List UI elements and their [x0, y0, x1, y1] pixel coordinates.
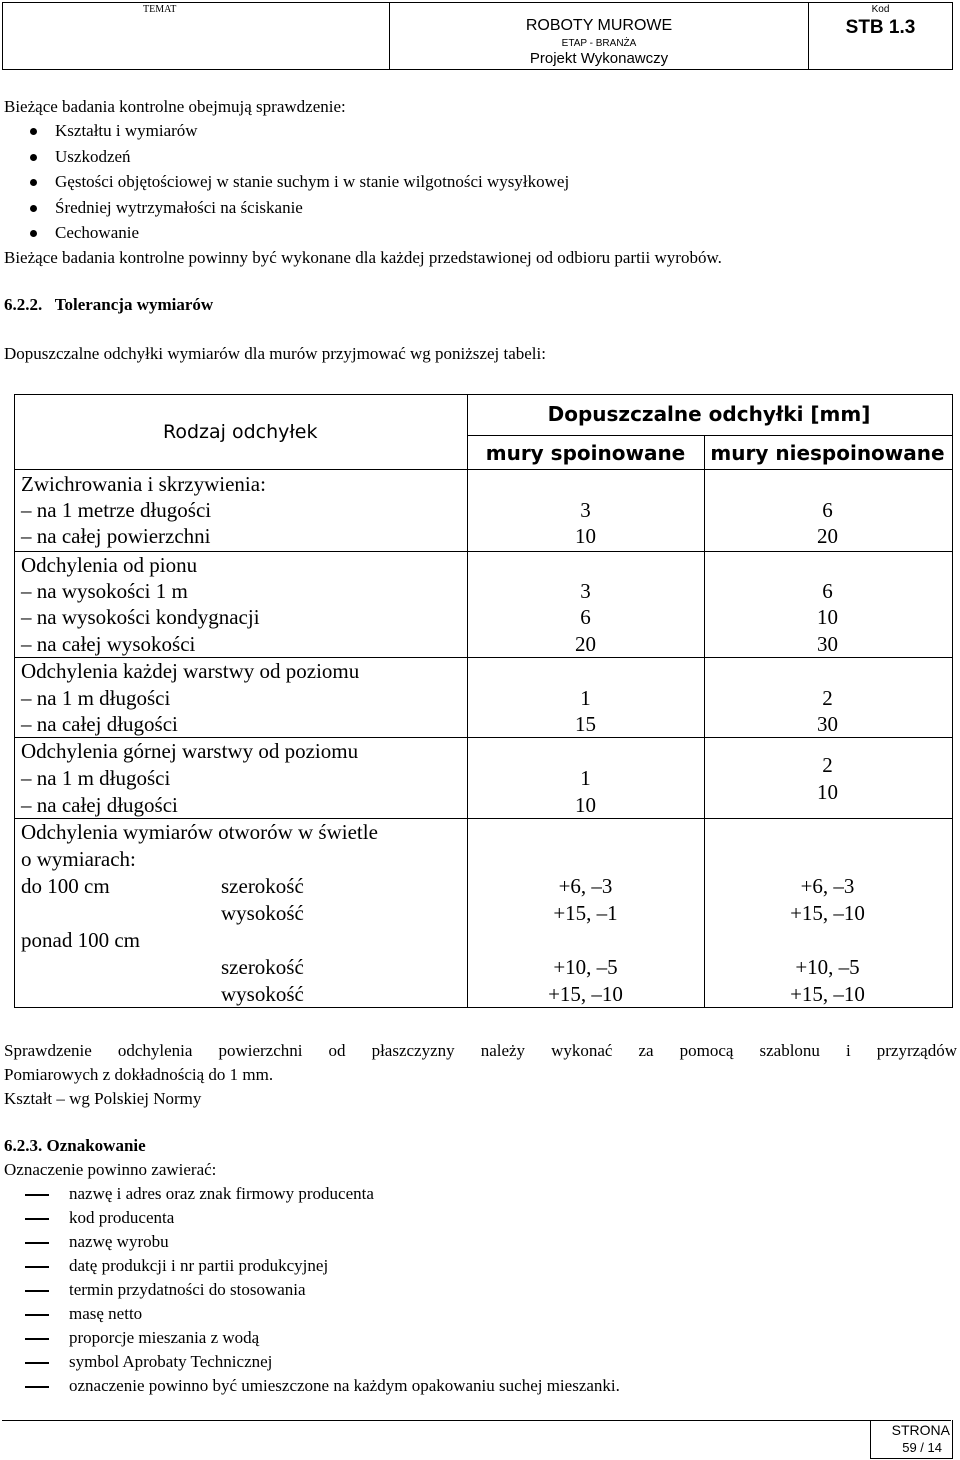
document-title: ROBOTY MUROWE — [525, 17, 673, 34]
page-header — [2, 2, 953, 70]
row-label: – na 1 m długości — [21, 766, 171, 790]
group-title: Odchylenia wymiarów otworów w świetle — [21, 820, 378, 844]
list-item: nazwę wyrobu — [69, 1232, 169, 1251]
col-header-allowed: Dopuszczalne odchyłki [mm] — [547, 402, 871, 426]
section-number: 6.2.3. — [4, 1136, 43, 1155]
etap-label: ETAP - BRANŻA — [561, 38, 637, 49]
row-label: – na całej powierzchni — [21, 524, 211, 548]
marking-intro: Oznaczenie powinno zawierać: — [4, 1160, 217, 1179]
row-sublabel: szerokość — [221, 955, 304, 979]
intro-text: Bieżące badania kontrolne obejmują sprawdzenie: — [4, 97, 346, 116]
temat-label: TEMAT — [143, 4, 177, 15]
value-joint: +15, –10 — [548, 982, 623, 1006]
row-label: – na 1 metrze długości — [21, 498, 212, 522]
list-item: Uszkodzeń — [55, 147, 131, 166]
group-title: Odchylenia górnej warstwy od poziomu — [21, 739, 359, 763]
check-paragraph-line2: Pomiarowych z dokładnością do 1 mm. — [4, 1065, 274, 1084]
shape-standard: Kształt – wg Polskiej Normy — [4, 1089, 202, 1108]
col-header-nojoint: mury niespoinowane — [710, 441, 945, 465]
page-label: STRONA — [891, 1422, 950, 1438]
footer-divider — [2, 1420, 951, 1421]
section-number: 6.2.2. — [4, 295, 43, 314]
list-item: kod producenta — [69, 1208, 175, 1227]
header-topic-cell — [3, 3, 390, 69]
section-title: Tolerancja wymiarów — [54, 295, 214, 314]
list-item: Gęstości objętościowej w stanie suchym i w stanie wilgotności wysyłkowej — [55, 172, 570, 191]
list-item: masę netto — [69, 1304, 143, 1323]
value-joint: 6 — [580, 605, 591, 629]
col-header-joint: mury spoinowane — [485, 441, 686, 465]
kod-label: Kod — [871, 4, 890, 15]
value-joint: 3 — [580, 579, 591, 603]
value-joint: 15 — [575, 712, 596, 736]
value-nojoint: +6, –3 — [800, 874, 855, 898]
value-joint: +6, –3 — [558, 874, 613, 898]
value-joint: 20 — [575, 632, 596, 656]
group-subtitle: o wymiarach: — [21, 847, 136, 871]
row-sublabel: wysokość — [221, 982, 304, 1006]
group-title: Odchylenia od pionu — [21, 553, 198, 577]
page-number: 59 / 14 — [902, 1440, 942, 1455]
value-nojoint: +10, –5 — [795, 955, 860, 979]
check-paragraph-line1: Sprawdzenie odchylenia powierzchni od płaszczyzny należy wykonać za pomocą szablonu i przyrządów — [4, 1041, 957, 1060]
list-item: Średniej wytrzymałości na ściskanie — [55, 198, 303, 217]
value-joint: 1 — [580, 686, 591, 710]
list-item: oznaczenie powinno być umieszczone na każdym opakowaniu suchej mieszanki. — [69, 1376, 620, 1395]
value-nojoint: 2 — [822, 753, 833, 777]
value-joint: 1 — [580, 766, 591, 790]
header-code-cell — [809, 3, 952, 69]
value-nojoint: 6 — [822, 498, 833, 522]
row-label: – na całej długości — [21, 793, 178, 817]
row-label: do 100 cm — [21, 874, 110, 898]
tolerance-table — [14, 394, 953, 1008]
project-label: Projekt Wykonawczy — [529, 50, 669, 67]
value-nojoint: 30 — [817, 712, 838, 736]
value-nojoint: +15, –10 — [790, 982, 865, 1006]
section-title: Oznakowanie — [46, 1136, 146, 1155]
row-label: ponad 100 cm — [21, 928, 140, 952]
value-nojoint: 10 — [817, 605, 838, 629]
group-title: Odchylenia każdej warstwy od poziomu — [21, 659, 360, 683]
value-nojoint: 20 — [817, 524, 838, 548]
value-nojoint: 10 — [817, 780, 838, 804]
header-title-cell — [390, 3, 809, 69]
row-sublabel: szerokość — [221, 874, 304, 898]
row-label: – na wysokości kondygnacji — [21, 605, 260, 629]
checks-note: Bieżące badania kontrolne powinny być wykonane dla każdej przedstawionej od odbioru partii wyrobów. — [4, 248, 722, 267]
document-code: STB 1.3 — [845, 17, 916, 38]
list-item: symbol Aprobaty Technicznej — [69, 1352, 273, 1371]
list-item: Cechowanie — [55, 223, 140, 242]
value-joint: +15, –1 — [553, 901, 618, 925]
value-joint: 3 — [580, 498, 591, 522]
group-title: Zwichrowania i skrzywienia: — [21, 472, 266, 496]
tolerance-intro: Dopuszczalne odchyłki wymiarów dla murów przyjmować wg poniższej tabeli: — [4, 344, 546, 363]
page-box — [870, 1420, 953, 1459]
value-nojoint: 30 — [817, 632, 838, 656]
list-item: datę produkcji i nr partii produkcyjnej — [69, 1256, 329, 1275]
row-sublabel: wysokość — [221, 901, 304, 925]
section-heading-tolerance — [4, 294, 213, 316]
list-item: termin przydatności do stosowania — [69, 1280, 306, 1299]
section-heading-marking — [4, 1135, 146, 1157]
row-label: – na całej długości — [21, 712, 178, 736]
value-nojoint: 6 — [822, 579, 833, 603]
value-nojoint: 2 — [822, 686, 833, 710]
value-joint: +10, –5 — [553, 955, 618, 979]
list-item: proporcje mieszania z wodą — [69, 1328, 260, 1347]
list-item: Kształtu i wymiarów — [55, 121, 198, 140]
col-header-type: Rodzaj odchyłek — [163, 421, 318, 443]
row-label: – na wysokości 1 m — [21, 579, 188, 603]
row-label: – na całej wysokości — [21, 632, 196, 656]
value-nojoint: +15, –10 — [790, 901, 865, 925]
value-joint: 10 — [575, 524, 596, 548]
value-joint: 10 — [575, 793, 596, 817]
list-item: nazwę i adres oraz znak firmowy producenta — [69, 1184, 374, 1203]
row-label: – na 1 m długości — [21, 686, 171, 710]
